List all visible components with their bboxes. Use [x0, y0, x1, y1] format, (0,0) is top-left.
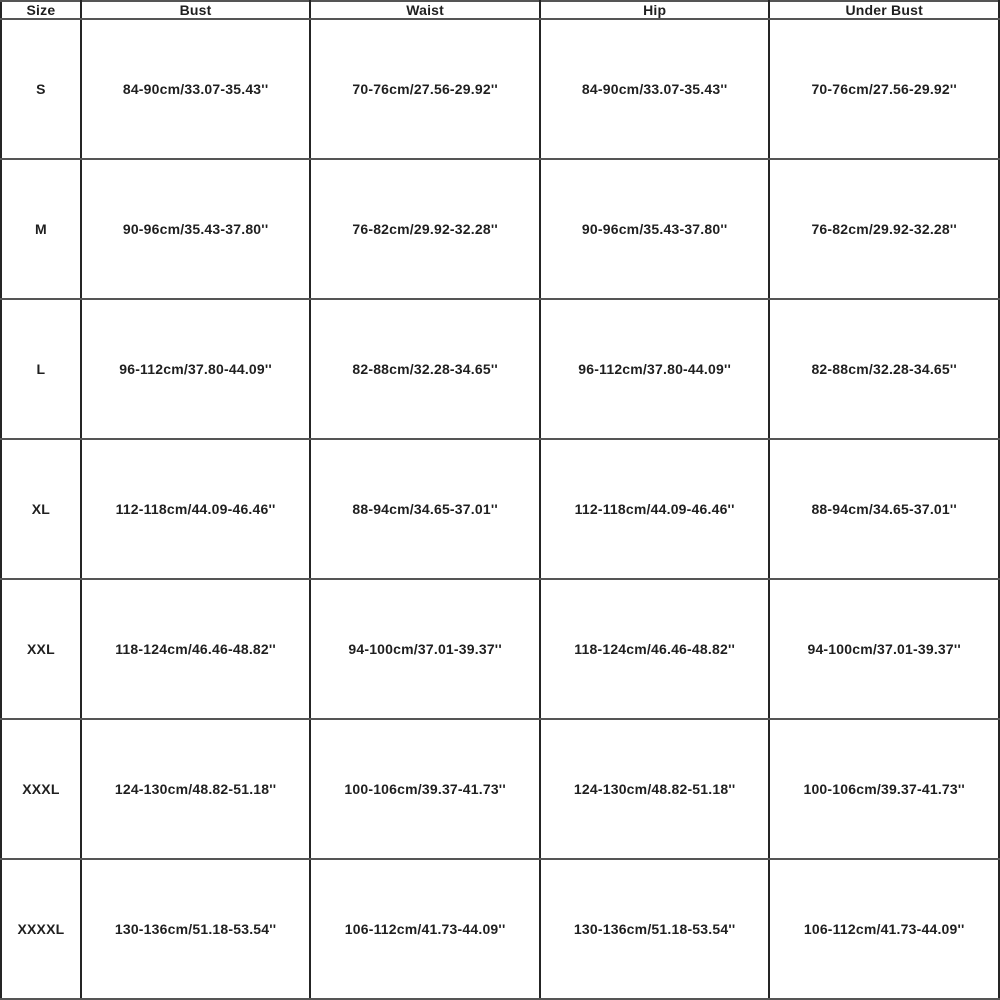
bust-cell: 130-136cm/51.18-53.54'': [81, 859, 311, 999]
table-row: [1, 299, 999, 439]
under-bust-cell: 94-100cm/37.01-39.37'': [769, 579, 999, 719]
bust-cell: 90-96cm/35.43-37.80'': [81, 159, 311, 299]
size-cell: XL: [1, 439, 81, 579]
waist-cell: 70-76cm/27.56-29.92'': [310, 19, 540, 159]
table-row: [1, 19, 999, 159]
waist-cell: 88-94cm/34.65-37.01'': [310, 439, 540, 579]
size-cell: XXL: [1, 579, 81, 719]
header-row: [1, 1, 999, 19]
hip-cell: 84-90cm/33.07-35.43'': [540, 19, 770, 159]
header-bust: Bust: [81, 1, 311, 19]
hip-cell: 96-112cm/37.80-44.09'': [540, 299, 770, 439]
header-hip: Hip: [540, 1, 770, 19]
table-row: [1, 439, 999, 579]
header-waist: Waist: [310, 1, 540, 19]
under-bust-cell: 100-106cm/39.37-41.73'': [769, 719, 999, 859]
size-cell: M: [1, 159, 81, 299]
waist-cell: 106-112cm/41.73-44.09'': [310, 859, 540, 999]
waist-cell: 76-82cm/29.92-32.28'': [310, 159, 540, 299]
hip-cell: 90-96cm/35.43-37.80'': [540, 159, 770, 299]
bust-cell: 84-90cm/33.07-35.43'': [81, 19, 311, 159]
under-bust-cell: 82-88cm/32.28-34.65'': [769, 299, 999, 439]
hip-cell: 112-118cm/44.09-46.46'': [540, 439, 770, 579]
bust-cell: 112-118cm/44.09-46.46'': [81, 439, 311, 579]
table-row: [1, 159, 999, 299]
bust-cell: 96-112cm/37.80-44.09'': [81, 299, 311, 439]
under-bust-cell: 76-82cm/29.92-32.28'': [769, 159, 999, 299]
header-under-bust: Under Bust: [769, 1, 999, 19]
hip-cell: 118-124cm/46.46-48.82'': [540, 579, 770, 719]
under-bust-cell: 106-112cm/41.73-44.09'': [769, 859, 999, 999]
header-size: Size: [1, 1, 81, 19]
waist-cell: 82-88cm/32.28-34.65'': [310, 299, 540, 439]
table-row: [1, 859, 999, 999]
waist-cell: 100-106cm/39.37-41.73'': [310, 719, 540, 859]
under-bust-cell: 88-94cm/34.65-37.01'': [769, 439, 999, 579]
size-cell: XXXL: [1, 719, 81, 859]
table-row: [1, 579, 999, 719]
bust-cell: 118-124cm/46.46-48.82'': [81, 579, 311, 719]
size-cell: L: [1, 299, 81, 439]
table-row: [1, 719, 999, 859]
bust-cell: 124-130cm/48.82-51.18'': [81, 719, 311, 859]
waist-cell: 94-100cm/37.01-39.37'': [310, 579, 540, 719]
under-bust-cell: 70-76cm/27.56-29.92'': [769, 19, 999, 159]
size-cell: XXXXL: [1, 859, 81, 999]
hip-cell: 130-136cm/51.18-53.54'': [540, 859, 770, 999]
size-cell: S: [1, 19, 81, 159]
hip-cell: 124-130cm/48.82-51.18'': [540, 719, 770, 859]
